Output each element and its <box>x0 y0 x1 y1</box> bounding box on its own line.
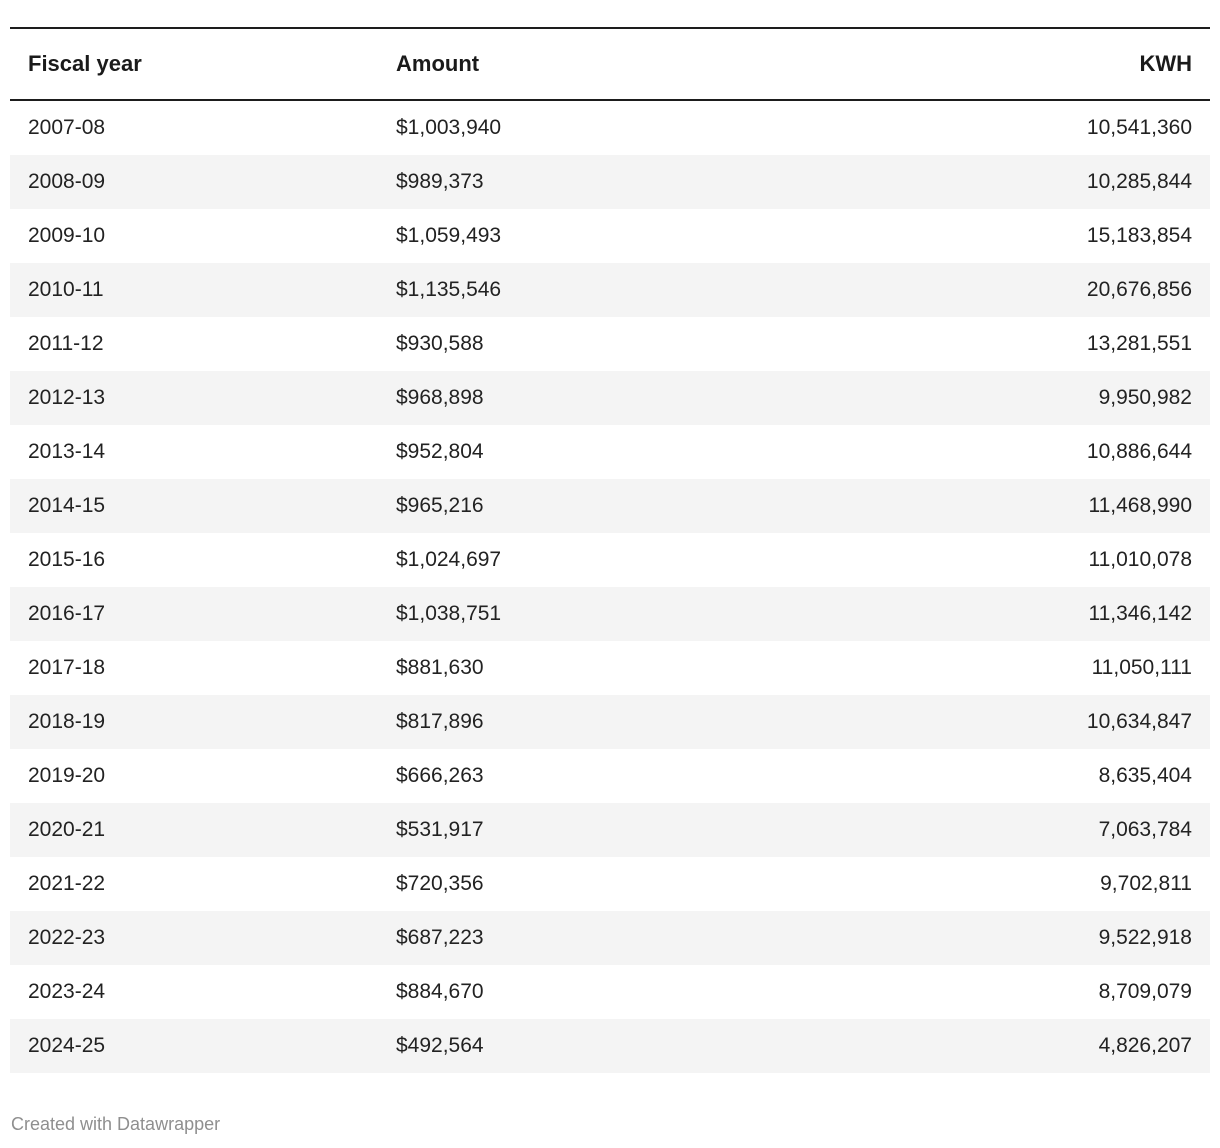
column-header-fiscal-year: Fiscal year <box>28 51 142 76</box>
fiscal-year-cell: 2011-12 <box>28 332 104 355</box>
amount-cell: $989,373 <box>396 170 484 193</box>
fiscal-year-table <box>10 27 1210 1073</box>
fiscal-year-cell: 2018-19 <box>28 710 106 733</box>
amount-cell: $952,804 <box>396 440 484 463</box>
amount-cell: $1,059,493 <box>396 224 502 247</box>
fiscal-year-cell: 2014-15 <box>28 494 106 517</box>
fiscal-year-cell: 2022-23 <box>28 926 106 949</box>
table-row <box>10 641 1210 695</box>
table-row <box>10 317 1210 371</box>
amount-cell: $965,216 <box>396 494 484 517</box>
table-row <box>10 425 1210 479</box>
kwh-cell: 10,634,847 <box>1086 710 1192 733</box>
fiscal-year-cell: 2008-09 <box>28 170 106 193</box>
kwh-cell: 7,063,784 <box>1098 818 1192 841</box>
amount-cell: $1,024,697 <box>396 548 502 571</box>
table-row <box>10 911 1210 965</box>
amount-cell: $930,588 <box>396 332 484 355</box>
fiscal-year-cell: 2013-14 <box>28 440 106 463</box>
fiscal-year-cell: 2020-21 <box>28 818 106 841</box>
table-row <box>10 263 1210 317</box>
kwh-cell: 11,010,078 <box>1088 548 1192 571</box>
table-row <box>10 100 1210 155</box>
table-row <box>10 965 1210 1019</box>
kwh-cell: 20,676,856 <box>1086 278 1192 301</box>
kwh-cell: 8,635,404 <box>1098 764 1192 787</box>
kwh-cell: 10,541,360 <box>1086 116 1192 139</box>
fiscal-year-cell: 2007-08 <box>28 116 106 139</box>
amount-cell: $968,898 <box>396 386 484 409</box>
kwh-cell: 10,285,844 <box>1086 170 1192 193</box>
amount-cell: $1,003,940 <box>396 116 502 139</box>
kwh-cell: 11,050,111 <box>1091 656 1192 679</box>
fiscal-year-cell: 2019-20 <box>28 764 106 787</box>
fiscal-year-cell: 2010-11 <box>28 278 104 301</box>
table-row <box>10 803 1210 857</box>
table-header-row <box>10 28 1210 100</box>
kwh-cell: 9,522,918 <box>1098 926 1192 949</box>
kwh-cell: 11,346,142 <box>1088 602 1192 625</box>
table-row <box>10 155 1210 209</box>
fiscal-year-cell: 2017-18 <box>28 656 106 679</box>
fiscal-year-cell: 2016-17 <box>28 602 106 625</box>
kwh-cell: 9,950,982 <box>1098 386 1192 409</box>
amount-cell: $720,356 <box>396 872 484 895</box>
kwh-cell: 9,702,811 <box>1100 872 1192 895</box>
amount-cell: $881,630 <box>396 656 484 679</box>
kwh-cell: 10,886,644 <box>1086 440 1192 463</box>
column-header-amount: Amount <box>396 51 480 76</box>
amount-cell: $531,917 <box>396 818 484 841</box>
table-row <box>10 533 1210 587</box>
fiscal-year-cell: 2021-22 <box>28 872 106 895</box>
amount-cell: $1,135,546 <box>396 278 502 301</box>
fiscal-year-cell: 2023-24 <box>28 980 106 1003</box>
table-row <box>10 1019 1210 1073</box>
fiscal-year-cell: 2012-13 <box>28 386 106 409</box>
kwh-cell: 13,281,551 <box>1086 332 1192 355</box>
kwh-cell: 4,826,207 <box>1098 1034 1192 1057</box>
amount-cell: $666,263 <box>396 764 484 787</box>
table-row <box>10 209 1210 263</box>
amount-cell: $492,564 <box>396 1034 484 1057</box>
column-header-kwh: KWH <box>1139 51 1192 76</box>
kwh-cell: 11,468,990 <box>1088 494 1192 517</box>
fiscal-year-cell: 2015-16 <box>28 548 106 571</box>
table-row <box>10 749 1210 803</box>
data-table-container <box>10 27 1210 1073</box>
amount-cell: $1,038,751 <box>396 602 502 625</box>
table-row <box>10 371 1210 425</box>
amount-cell: $884,670 <box>396 980 484 1003</box>
amount-cell: $817,896 <box>396 710 484 733</box>
fiscal-year-cell: 2024-25 <box>28 1034 106 1057</box>
kwh-cell: 15,183,854 <box>1086 224 1192 247</box>
kwh-cell: 8,709,079 <box>1098 980 1192 1003</box>
table-row <box>10 857 1210 911</box>
amount-cell: $687,223 <box>396 926 484 949</box>
datawrapper-credit-link[interactable]: Created with Datawrapper <box>11 1114 221 1134</box>
table-row <box>10 587 1210 641</box>
table-row <box>10 695 1210 749</box>
fiscal-year-cell: 2009-10 <box>28 224 106 247</box>
table-row <box>10 479 1210 533</box>
